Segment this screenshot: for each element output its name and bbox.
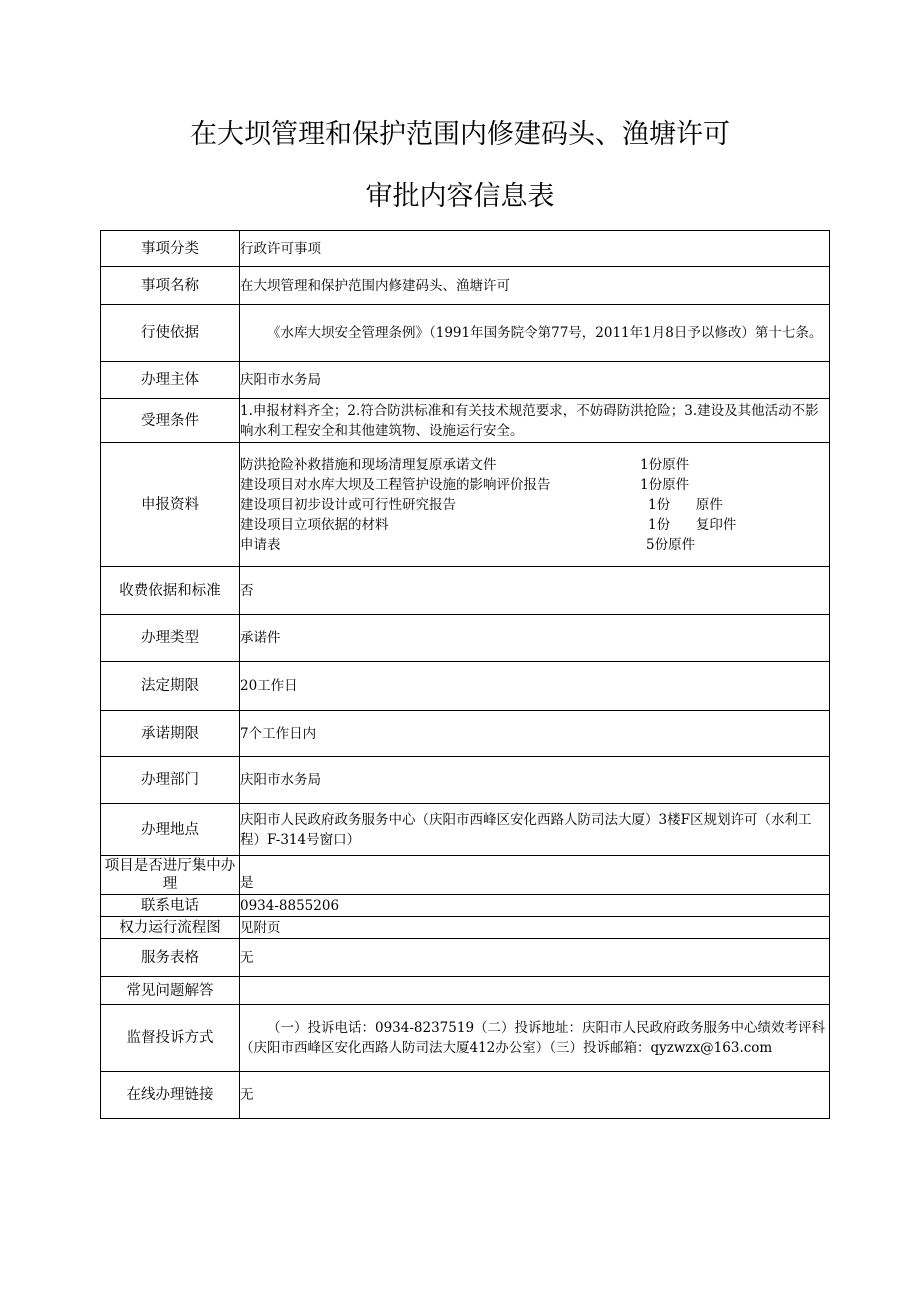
label-subject: 办理主体 <box>101 362 240 399</box>
value-subject: 庆阳市水务局 <box>240 362 830 399</box>
label-category: 事项分类 <box>101 231 240 267</box>
material-item <box>240 455 829 475</box>
label-faq: 常见问题解答 <box>101 977 240 1005</box>
label-type: 办理类型 <box>101 615 240 662</box>
row-conditions <box>101 399 830 443</box>
material-name: 防洪抢险补救措施和现场清理复原承诺文件 <box>240 456 497 473</box>
material-item <box>240 515 829 535</box>
value-complaint: （一）投诉电话：0934-8237519（二）投诉地址：庆阳市人民政府政务服务中心绩效考评科（庆阳市西峰区安化西路人防司法大厦412办公室）（三）投诉邮箱：qyzwzx@163.com <box>240 1005 830 1072</box>
row-forms <box>101 939 830 977</box>
value-phone: 0934-8855206 <box>240 895 830 917</box>
material-name: 建设项目对水库大坝及工程管护设施的影响评价报告 <box>240 476 551 493</box>
material-qty: 1份原件 <box>640 456 690 473</box>
material-name: 申请表 <box>240 536 281 553</box>
row-complaint <box>101 1005 830 1072</box>
row-central-hall <box>101 856 830 895</box>
row-basis <box>101 305 830 362</box>
label-conditions: 受理条件 <box>101 399 240 443</box>
label-fee: 收费依据和标准 <box>101 567 240 615</box>
value-materials <box>240 443 830 567</box>
label-phone: 联系电话 <box>101 895 240 917</box>
label-materials: 申报资料 <box>101 443 240 567</box>
value-promise-limit: 7个工作日内 <box>240 711 830 757</box>
value-flowchart: 见附页 <box>240 917 830 939</box>
row-type <box>101 615 830 662</box>
material-qty: 1份 原件 <box>648 496 723 513</box>
row-name <box>101 267 830 305</box>
value-faq <box>240 977 830 1005</box>
value-central-hall: 是 <box>240 856 830 895</box>
material-item <box>240 535 829 555</box>
row-flowchart <box>101 917 830 939</box>
value-name: 在大坝管理和保护范围内修建码头、渔塘许可 <box>240 267 830 305</box>
row-category <box>101 231 830 267</box>
row-online-link <box>101 1072 830 1119</box>
label-complaint: 监督投诉方式 <box>101 1005 240 1072</box>
row-phone <box>101 895 830 917</box>
row-promise-limit <box>101 711 830 757</box>
row-fee <box>101 567 830 615</box>
label-promise-limit: 承诺期限 <box>101 711 240 757</box>
material-qty: 1份 复印件 <box>648 516 737 533</box>
row-faq <box>101 977 830 1005</box>
document-title-line1: 在大坝管理和保护范围内修建码头、渔塘许可 <box>190 119 730 150</box>
value-basis: 《水库大坝安全管理条例》（1991年国务院令第77号，2011年1月8日予以修改）第十七条。 <box>240 305 830 362</box>
value-department: 庆阳市水务局 <box>240 757 830 804</box>
row-materials <box>101 443 830 567</box>
material-item <box>240 495 829 515</box>
material-item <box>240 475 829 495</box>
label-basis: 行使依据 <box>101 305 240 362</box>
label-legal-limit: 法定期限 <box>101 662 240 711</box>
label-central-hall: 项目是否进厅集中办理 <box>101 856 240 895</box>
row-location <box>101 804 830 856</box>
value-forms: 无 <box>240 939 830 977</box>
info-table <box>100 230 830 1119</box>
material-qty: 5份原件 <box>646 536 696 553</box>
value-type: 承诺件 <box>240 615 830 662</box>
label-location: 办理地点 <box>101 804 240 856</box>
value-online-link: 无 <box>240 1072 830 1119</box>
label-department: 办理部门 <box>101 757 240 804</box>
material-name: 建设项目初步设计或可行性研究报告 <box>240 496 456 513</box>
row-legal-limit <box>101 662 830 711</box>
value-category: 行政许可事项 <box>240 231 830 267</box>
label-online-link: 在线办理链接 <box>101 1072 240 1119</box>
material-name: 建设项目立项依据的材料 <box>240 516 389 533</box>
material-qty: 1份原件 <box>640 476 690 493</box>
value-conditions: 1.申报材料齐全；2.符合防洪标准和有关技术规范要求，不妨碍防洪抢险；3.建设及其他活动不影响水利工程安全和其他建筑物、设施运行安全。 <box>240 399 830 443</box>
value-legal-limit: 20工作日 <box>240 662 830 711</box>
row-department <box>101 757 830 804</box>
label-flowchart: 权力运行流程图 <box>101 917 240 939</box>
value-fee: 否 <box>240 567 830 615</box>
document-title-line2: 审批内容信息表 <box>365 181 555 212</box>
value-location: 庆阳市人民政府政务服务中心（庆阳市西峰区安化西路人防司法大厦）3楼F区规划许可（水利工程）F-314号窗口） <box>240 804 830 856</box>
row-subject <box>101 362 830 399</box>
label-name: 事项名称 <box>101 267 240 305</box>
label-forms: 服务表格 <box>101 939 240 977</box>
